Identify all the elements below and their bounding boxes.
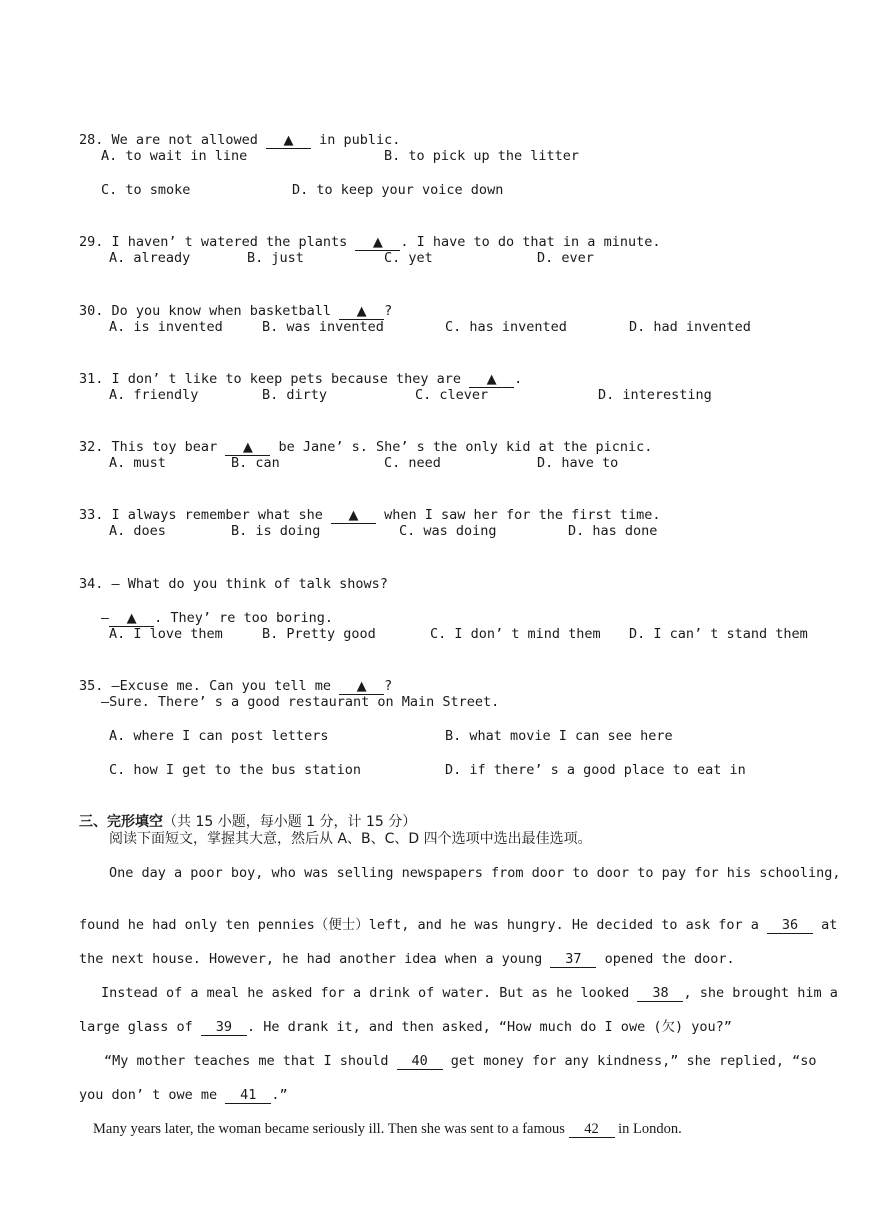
passage-text: the next house. However, he had another idea when a young [79,951,543,967]
passage-line-1: One day a poor boy, who was selling newspapers from door to door to pay for his schooling, [109,865,841,881]
question-stem-end: when I saw her for the first time. [384,507,661,523]
passage-line-4 [101,966,838,1002]
question-stem-end: ? [384,678,393,694]
question-number: 31. [79,371,104,387]
option-a[interactable]: A. does [109,523,166,539]
option-a[interactable]: A. where I can post letters [109,728,329,744]
blank-39[interactable]: 39 [201,1020,247,1036]
option-c[interactable]: C. how I get to the bus station [109,762,361,778]
option-b[interactable]: B. Pretty good [262,626,376,642]
option-d[interactable]: D. interesting [598,387,712,403]
question-number: 34. [79,576,104,592]
blank-36[interactable]: 36 [767,918,813,934]
option-c[interactable]: C. was doing [399,523,497,539]
triangle-icon: ▲ [356,679,367,694]
dash: — [101,610,110,626]
passage-text: “My mother teaches me that I should [104,1053,389,1069]
option-b[interactable]: B. was invented [262,319,384,335]
question-29 [79,215,660,251]
option-d[interactable]: D. has done [568,523,658,539]
option-b[interactable]: B. dirty [262,387,328,403]
option-a[interactable]: A. to wait in line [101,148,248,164]
reply-text: . They’ re too boring. [154,610,333,626]
question-stem-end: . I have to do that in a minute. [400,234,661,250]
blank-42[interactable]: 42 [569,1122,615,1138]
answer-blank[interactable] [266,133,311,149]
option-c[interactable]: C. need [384,455,441,471]
question-30 [79,284,392,320]
option-d[interactable]: D. if there’ s a good place to eat in [445,762,746,778]
passage-text: found he had only ten pennies（便士）left, and he was hungry. He decided to ask for a [79,917,759,933]
question-stem: I haven’ t watered the plants [111,234,348,250]
option-c[interactable]: C. I don’ t mind them [430,626,601,642]
option-c[interactable]: C. to smoke [101,182,191,198]
passage-text: large glass of [79,1019,193,1035]
passage-line-2 [79,898,837,934]
option-d[interactable]: D. ever [537,250,594,266]
passage-text: opened the door. [604,951,735,967]
question-stem: Do you know when basketball [111,303,331,319]
blank-37[interactable]: 37 [550,952,596,968]
blank-38[interactable]: 38 [637,986,683,1002]
triangle-icon: ▲ [372,235,383,250]
passage-text: Instead of a meal he asked for a drink of water. But as he looked [101,985,630,1001]
question-stem-end: in public. [319,132,401,148]
question-stem: We are not allowed [111,132,258,148]
question-number: 29. [79,234,104,250]
passage-text: .” [271,1087,288,1103]
question-number: 28. [79,132,104,148]
option-d[interactable]: D. had invented [629,319,751,335]
question-number: 30. [79,303,104,319]
question-35 [79,659,392,695]
passage-text: , she brought him a [683,985,838,1001]
blank-40[interactable]: 40 [397,1054,443,1070]
option-c[interactable]: C. has invented [445,319,567,335]
question-stem: I don’ t like to keep pets because they are [111,371,462,387]
question-stem-end: ? [384,303,393,319]
option-d[interactable]: D. I can’ t stand them [629,626,808,642]
triangle-icon: ▲ [126,611,137,626]
passage-line-6 [104,1034,817,1070]
triangle-icon: ▲ [283,133,294,148]
question-34 [79,557,388,593]
question-stem: —Excuse me. Can you tell me [111,678,331,694]
option-b[interactable]: B. what movie I can see here [445,728,673,744]
question-number: 33. [79,507,104,523]
question-31 [79,352,522,388]
passage-line-3 [79,932,735,968]
question-stem-end: . [514,371,523,387]
answer-blank[interactable] [331,508,376,524]
question-stem: I always remember what she [111,507,323,523]
passage-text: at [821,917,838,933]
question-34-reply [101,591,333,627]
triangle-icon: ▲ [356,304,367,319]
question-35-reply: —Sure. There’ s a good restaurant on Main Street. [101,694,500,710]
question-28 [79,113,400,149]
blank-41[interactable]: 41 [225,1088,271,1104]
option-b[interactable]: B. is doing [231,523,321,539]
option-d[interactable]: D. have to [537,455,619,471]
passage-text: get money for any kindness,” she replied, “so [450,1053,817,1069]
option-a[interactable]: A. already [109,250,191,266]
section-note: （共 15 小题，每小题 1 分，计 15 分） [163,814,417,830]
option-c[interactable]: C. clever [415,387,489,403]
option-a[interactable]: A. is invented [109,319,223,335]
question-number: 32. [79,439,104,455]
option-b[interactable]: B. just [247,250,304,266]
option-a[interactable]: A. must [109,455,166,471]
option-b[interactable]: B. to pick up the litter [384,148,580,164]
passage-text: . He drank it, and then asked, “How much do I owe (欠) you?” [246,1019,732,1035]
triangle-icon: ▲ [348,508,359,523]
passage-line-8 [93,1102,682,1138]
option-a[interactable]: A. I love them [109,626,223,642]
passage-text: Many years later, the woman became seriously ill. Then she was sent to a famous [93,1121,565,1137]
triangle-icon: ▲ [486,372,497,387]
option-c[interactable]: C. yet [384,250,433,266]
section-heading [79,795,416,831]
option-a[interactable]: A. friendly [109,387,199,403]
question-32 [79,420,652,456]
section-instruction: 阅读下面短文，掌握其大意，然后从 A、B、C、D 四个选项中选出最佳选项。 [109,831,592,847]
question-stem: This toy bear [111,439,218,455]
passage-line-7 [79,1068,288,1104]
question-number: 35. [79,678,104,694]
passage-text: in London. [618,1121,682,1137]
section-title: 三、完形填空 [79,814,163,830]
passage-line-5 [79,1000,732,1036]
option-d[interactable]: D. to keep your voice down [292,182,504,198]
passage-text: you don’ t owe me [79,1087,218,1103]
question-33 [79,488,660,524]
question-stem: — What do you think of talk shows? [111,576,388,592]
option-b[interactable]: B. can [231,455,280,471]
question-stem-end: be Jane’ s. She’ s the only kid at the picnic. [278,439,653,455]
triangle-icon: ▲ [242,440,253,455]
